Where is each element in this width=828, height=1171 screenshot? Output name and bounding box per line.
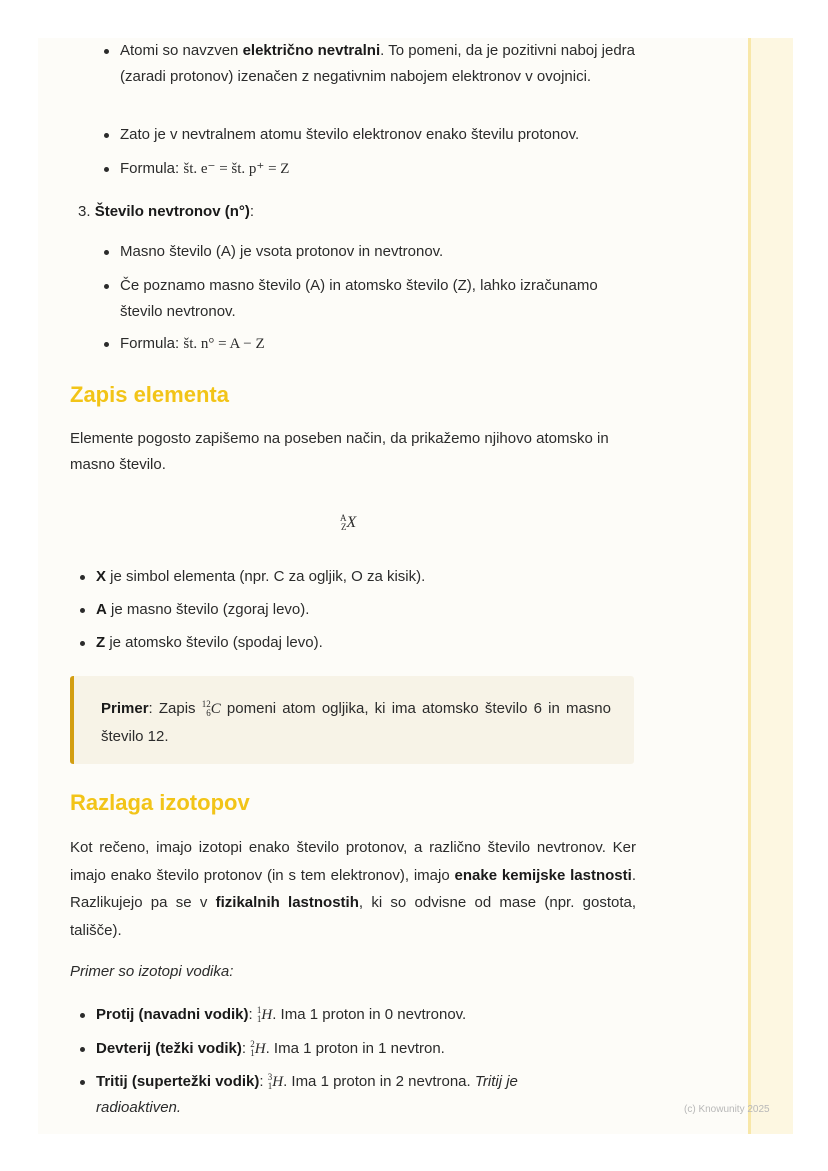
list-item: Atomi so navzven električno nevtralni. To pomeni, da je pozitivni naboj jedra (zaradi protonov) izenačen z negativnim nabojem elektronov v ovojnici. bbox=[120, 38, 640, 90]
list-item: Če poznamo masno število (A) in atomsko število (Z), lahko izračunamo število nevtronov. bbox=[120, 273, 640, 325]
section-heading: Zapis elementa bbox=[70, 382, 229, 407]
section-heading: Razlaga izotopov bbox=[70, 790, 250, 815]
numbered-item: 3. Število nevtronov (n°): bbox=[78, 203, 255, 220]
list-item: A je masno število (zgoraj levo). bbox=[96, 597, 636, 623]
copyright-footer: (c) Knowunity 2025 bbox=[684, 1104, 770, 1115]
list-item: Devterij (težki vodik): 2 1 H. Ima 1 proton in 1 nevtron. bbox=[96, 1036, 636, 1062]
list-item: Zato je v nevtralnem atomu število elektronov enako številu protonov. bbox=[120, 122, 640, 148]
list-item: Tritij (supertežki vodik): 3 1 H. Ima 1 proton in 2 nevtrona. Tritij je radioaktiven. bbox=[96, 1069, 566, 1121]
side-margin-band bbox=[748, 38, 793, 1134]
list-item: X je simbol elementa (npr. C za ogljik, O za kisik). bbox=[96, 564, 636, 590]
paragraph: Kot rečeno, imajo izotopi enako število protonov, a različno število nevtronov. Ker imajo enako število protonov (in s tem elektronov), imajo enake kemijske lastnosti. Razlikujejo pa se v fizikalnih lastnostih, ki so odvisne od mase (npr. gostota, tališče). bbox=[70, 839, 637, 939]
list-item: Protij (navadni vodik): 1 1 H. Ima 1 proton in 0 nevtronov. bbox=[96, 1002, 636, 1028]
list-item: Formula: št. n° = A − Z bbox=[120, 331, 640, 357]
element-notation: A Z X bbox=[340, 512, 357, 532]
example-callout: Primer: Zapis 12 6 C pomeni atom ogljika, ki ima atomsko število 6 in masno število 12. bbox=[70, 676, 634, 764]
formula: št. n° = A − Z bbox=[183, 336, 265, 352]
list-item: Formula: št. e⁻ = št. p⁺ = Z bbox=[120, 156, 640, 182]
paragraph: Elemente pogosto zapišemo na poseben način, da prikažemo njihovo atomsko in masno število. bbox=[70, 430, 609, 473]
list-item: Masno število (A) je vsota protonov in nevtronov. bbox=[120, 239, 640, 265]
example-label: Primer so izotopi vodika: bbox=[70, 963, 234, 980]
list-item: Z je atomsko število (spodaj levo). bbox=[96, 630, 636, 656]
formula: št. e⁻ = št. p⁺ = Z bbox=[183, 161, 290, 177]
